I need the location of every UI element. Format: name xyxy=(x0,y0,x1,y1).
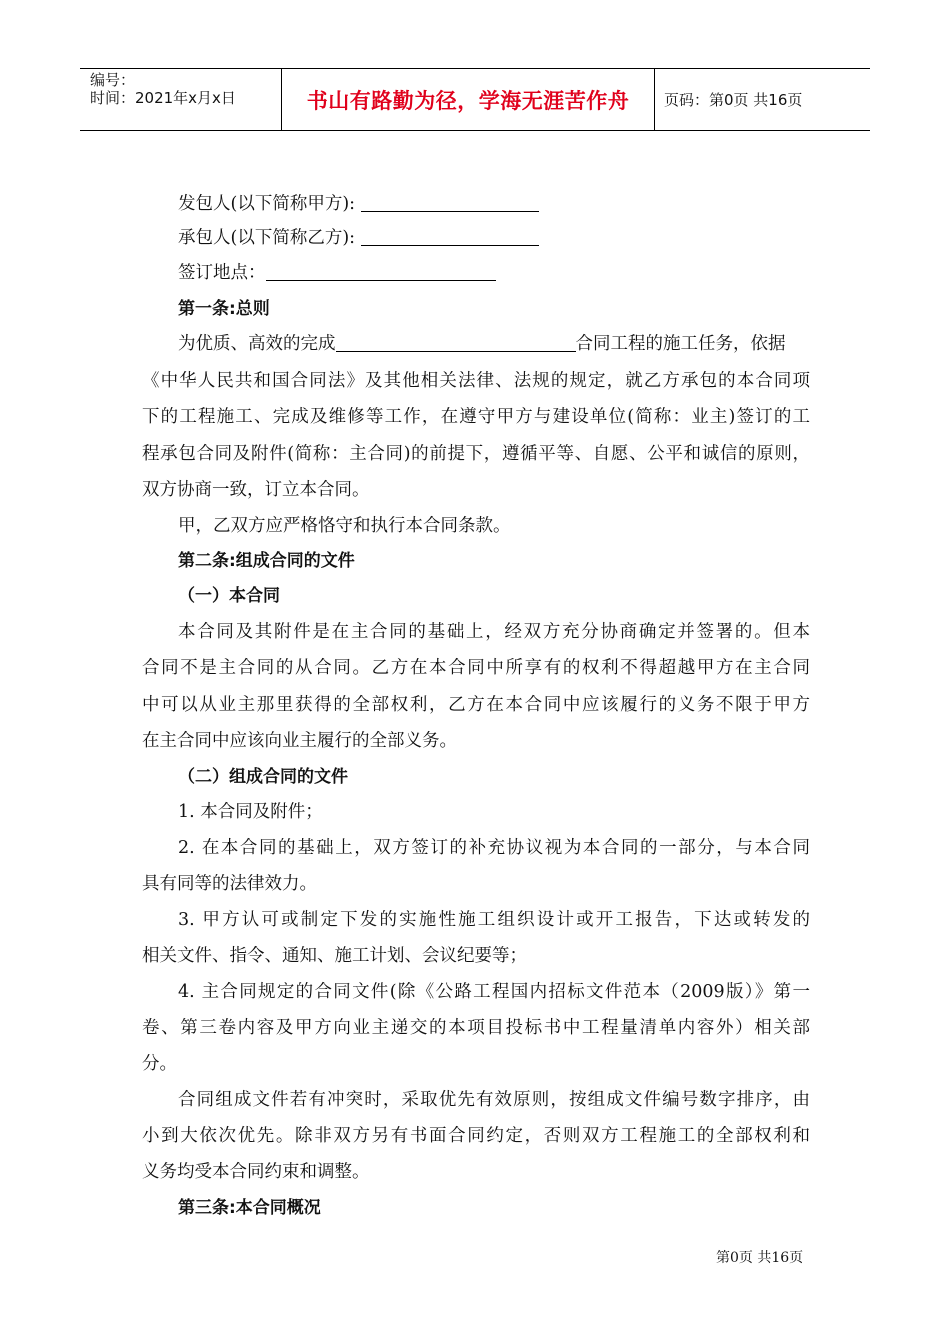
list-item-2-line-1: 2. 在本合同的基础上，双方签订的补充协议视为本合同的一部分，与本合同 xyxy=(178,838,810,858)
list-item-4-line-1: 4. 主合同规定的合同文件(除《公路工程国内招标文件范本（2009版）》第一 xyxy=(178,982,810,1002)
art1-text-a: 为优质、高效的完成 xyxy=(178,334,336,354)
article-2-title: 第二条:组成合同的文件 xyxy=(178,551,355,571)
art1-text-b: 合同工程的施工任务，依据 xyxy=(575,334,786,354)
article-1-title: 第一条:总则 xyxy=(178,299,270,319)
list-item-4-line-3: 分。 xyxy=(142,1054,177,1074)
contractor-line xyxy=(178,226,539,250)
list-item-1: 1. 本合同及附件； xyxy=(178,802,323,822)
section-1-line-4: 在主合同中应该向业主履行的全部义务。 xyxy=(142,731,457,751)
header-meta-cell xyxy=(80,69,282,130)
conflict-line-1: 合同组成文件若有冲突时，采取优先有效原则，按组成文件编号数字排序，由 xyxy=(178,1090,810,1110)
article-3-title: 第三条:本合同概况 xyxy=(178,1198,321,1218)
list-item-3-line-2: 相关文件、指令、通知、施工计划、会议纪要等； xyxy=(142,946,527,966)
list-item-2-line-2: 具有同等的法律效力。 xyxy=(142,874,317,894)
article-1-para-line-5: 双方协商一致，订立本合同。 xyxy=(142,480,370,500)
article-1-para-line-1 xyxy=(178,332,786,356)
page-footer: 第0页 共16页 xyxy=(716,1250,804,1266)
contractor-blank[interactable] xyxy=(361,227,539,246)
section-1-line-3: 中可以从业主那里获得的全部权利，乙方在本合同中应该履行的义务不限于甲方 xyxy=(142,695,810,715)
conflict-line-3: 义务均受本合同约束和调整。 xyxy=(142,1162,370,1182)
section-1-line-1: 本合同及其附件是在主合同的基础上，经双方充分协商确定并签署的。但本 xyxy=(178,622,810,642)
place-blank[interactable] xyxy=(266,262,496,281)
section-1-title: （一）本合同 xyxy=(178,586,280,606)
article-1-para-line-2: 《中华人民共和国合同法》及其他相关法律、法规的规定，就乙方承包的本合同项 xyxy=(142,371,810,391)
place-line xyxy=(178,261,496,285)
page-header xyxy=(80,68,870,131)
header-motto: 书山有路勤为径，学海无涯苦作舟 xyxy=(282,69,655,130)
section-1-line-2: 合同不是主合同的从合同。乙方在本合同中所享有的权利不得超越甲方在主合同 xyxy=(142,658,810,678)
time-label: 时间：2021年x月x日 xyxy=(90,89,236,107)
serial-label: 编号： xyxy=(90,71,136,89)
employer-line xyxy=(178,192,539,216)
section-2-title: （二）组成合同的文件 xyxy=(178,767,348,787)
conflict-line-2: 小到大依次优先。除非双方另有书面合同约定，否则双方工程施工的全部权利和 xyxy=(142,1126,810,1146)
contractor-label: 承包人(以下简称乙方): xyxy=(178,228,356,248)
article-1-para-line-3: 下的工程施工、完成及维修等工作，在遵守甲方与建设单位(简称：业主)签订的工 xyxy=(142,407,810,427)
article-1-para-line-4: 程承包合同及附件(简称：主合同)的前提下，遵循平等、自愿、公平和诚信的原则， xyxy=(142,444,810,464)
list-item-3-line-1: 3. 甲方认可或制定下发的实施性施工组织设计或开工报告，下达或转发的 xyxy=(178,910,810,930)
project-name-blank[interactable] xyxy=(336,333,576,352)
employer-label: 发包人(以下简称甲方): xyxy=(178,194,356,214)
place-label: 签订地点： xyxy=(178,263,266,283)
list-item-4-line-2: 卷、第三卷内容及甲方向业主递交的本项目投标书中工程量清单内容外）相关部 xyxy=(142,1018,810,1038)
employer-blank[interactable] xyxy=(361,193,539,212)
article-1-para-2: 甲，乙双方应严格恪守和执行本合同条款。 xyxy=(178,516,511,536)
header-page-info: 页码：第0页 共16页 xyxy=(664,91,803,109)
